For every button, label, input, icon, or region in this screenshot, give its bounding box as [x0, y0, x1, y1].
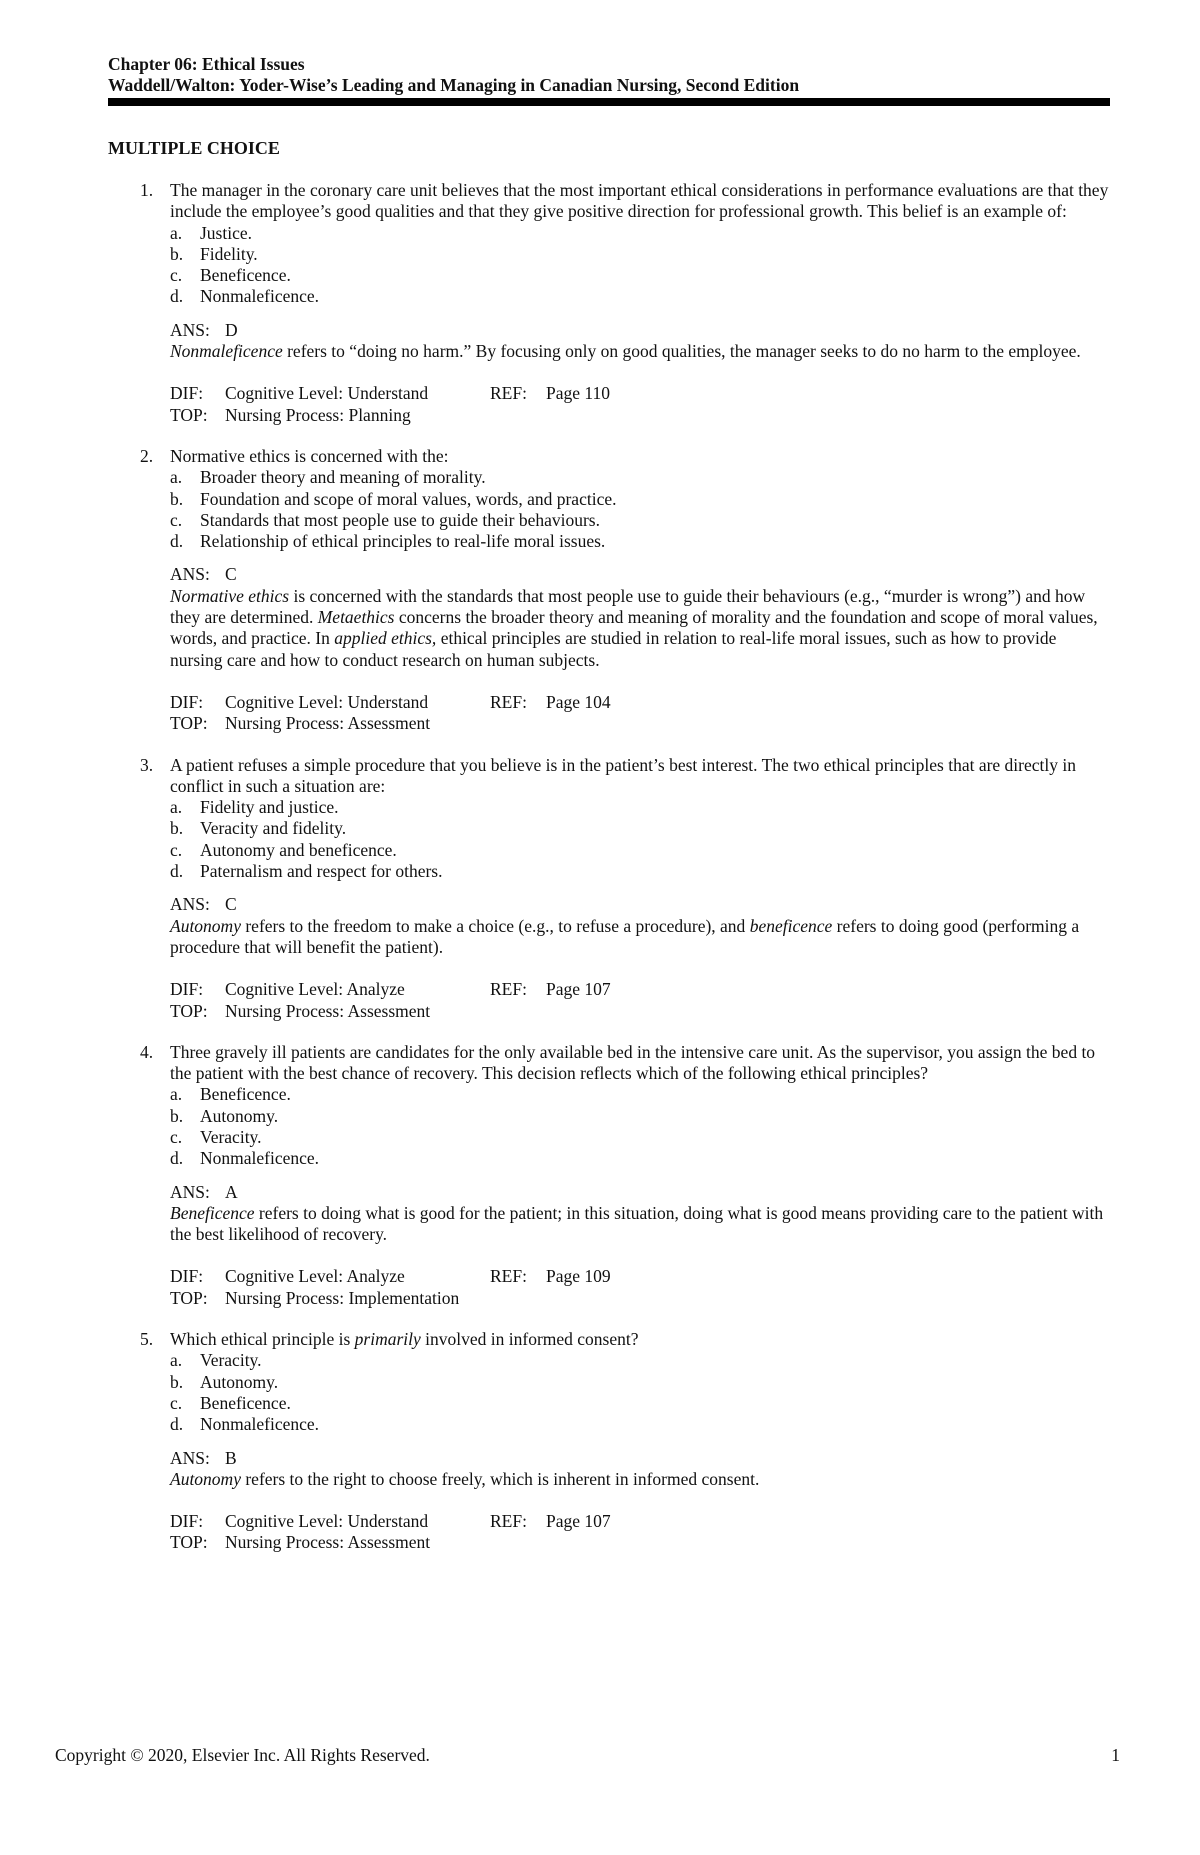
- question-number: 3.: [140, 754, 154, 775]
- difficulty-label: DIF:: [170, 1266, 204, 1287]
- answer-option: [170, 223, 1110, 244]
- reference-value: Page 110: [546, 383, 610, 404]
- answer-label: ANS:: [170, 894, 210, 915]
- option-text: Standards that most people use to guide their behaviours.: [200, 509, 600, 530]
- option-text: Beneficence.: [200, 1392, 291, 1413]
- answer-option: [170, 1372, 1110, 1393]
- answer-option: [170, 1084, 1110, 1105]
- answer-label: ANS:: [170, 564, 210, 585]
- question-number: 2.: [140, 445, 154, 466]
- chapter-title: Chapter 06: Ethical Issues: [108, 54, 305, 74]
- question-stem: The manager in the coronary care unit believes that the most important ethical considerations in performance evaluations are that they include the employee’s good qualities and that they give positive direction for professional growth. This belief is an example of:: [170, 180, 1109, 222]
- answer-label: ANS:: [170, 319, 210, 340]
- option-text: Relationship of ethical principles to real-life moral issues.: [200, 531, 606, 552]
- reference-value: Page 104: [546, 691, 611, 712]
- question-stem: Three gravely ill patients are candidates for the only available bed in the intensive care unit. As the supervisor, you assign the bed to the patient with the best chance of recovery. This decision reflects which of the following ethical principles?: [170, 1041, 1096, 1084]
- difficulty-value: Cognitive Level: Analyze: [225, 1266, 405, 1287]
- question-number: 1.: [140, 180, 154, 200]
- question-metadata: [170, 1511, 1110, 1554]
- answer-line: [170, 320, 1110, 341]
- answer-option: [170, 244, 1110, 265]
- answer-line: [170, 564, 1110, 585]
- document-header: [108, 54, 1110, 96]
- answer-option: [170, 861, 1110, 882]
- option-text: Paternalism and respect for others.: [200, 861, 443, 882]
- option-letter: d.: [170, 1148, 184, 1169]
- option-text: Broader theory and meaning of morality.: [200, 467, 486, 488]
- question-item: [108, 1042, 1110, 1309]
- metadata-row-dif: [170, 1511, 1110, 1532]
- question-metadata: [170, 1266, 1110, 1309]
- answer-option: [170, 1127, 1110, 1148]
- option-letter: c.: [170, 839, 183, 860]
- option-text: Fidelity.: [200, 243, 258, 264]
- option-letter: a.: [170, 797, 183, 818]
- metadata-row-dif: [170, 1266, 1110, 1287]
- answer-option: [170, 1393, 1110, 1414]
- page-footer: [55, 1745, 1120, 1766]
- question-item: [108, 446, 1110, 735]
- difficulty-label: DIF:: [170, 1511, 204, 1532]
- topic-value: Nursing Process: Assessment: [225, 1532, 431, 1553]
- answer-label: ANS:: [170, 1447, 210, 1468]
- option-letter: d.: [170, 531, 184, 552]
- option-text: Nonmaleficence.: [200, 1148, 320, 1169]
- header-rule: [108, 98, 1110, 106]
- option-letter: c.: [170, 1392, 183, 1413]
- topic-value: Nursing Process: Assessment: [225, 713, 431, 734]
- topic-label: TOP:: [170, 1287, 208, 1308]
- metadata-row-dif: [170, 979, 1110, 1000]
- answer-line: [170, 894, 1110, 915]
- option-letter: a.: [170, 467, 183, 488]
- question-stem: A patient refuses a simple procedure that you believe is in the patient’s best interest. The two ethical principles that are directly in conflict in such a situation are:: [170, 754, 1076, 796]
- rationale: Autonomy refers to the freedom to make a choice (e.g., to refuse a procedure), and beneficence refers to doing good (performing a procedure that will benefit the patient).: [170, 915, 1080, 957]
- question-metadata: [170, 979, 1110, 1022]
- answer-value: D: [225, 319, 238, 340]
- reference-label: REF:: [490, 383, 527, 404]
- option-letter: b.: [170, 488, 184, 509]
- option-text: Veracity.: [200, 1126, 262, 1147]
- rationale: Beneficence refers to doing what is good for the patient; in this situation, doing what is good means providing care to the patient with the best likelihood of recovery.: [170, 1202, 1104, 1245]
- option-text: Veracity and fidelity.: [200, 818, 347, 839]
- answer-option: [170, 286, 1110, 307]
- page-number: 1: [1111, 1745, 1120, 1765]
- reference-value: Page 109: [546, 1266, 611, 1287]
- rationale: Normative ethics is concerned with the standards that most people use to guide their behaviours (e.g., “murder is wrong”) and how they are determined. Metaethics concerns the broader theory and meaning of morality and the foundation and scope of moral values, words, and practice. In applied ethics, ethical principles are studied in relation to real-life moral issues, such as how to provide nursing care and how to conduct research on human subjects.: [170, 585, 1098, 670]
- answer-label: ANS:: [170, 1181, 210, 1202]
- option-letter: b.: [170, 1371, 184, 1392]
- reference-label: REF:: [490, 979, 527, 1000]
- option-letter: c.: [170, 1126, 183, 1147]
- rationale: Autonomy refers to the right to choose freely, which is inherent in informed consent.: [170, 1468, 760, 1489]
- option-letter: d.: [170, 286, 184, 307]
- reference-label: REF:: [490, 1511, 527, 1532]
- option-letter: d.: [170, 861, 184, 882]
- option-text: Nonmaleficence.: [200, 286, 320, 307]
- topic-label: TOP:: [170, 1532, 208, 1553]
- answer-option: [170, 1106, 1110, 1127]
- metadata-row-top: [170, 713, 1110, 734]
- answer-line: [170, 1448, 1110, 1469]
- question-stem: Normative ethics is concerned with the:: [170, 445, 449, 466]
- option-text: Autonomy.: [200, 1105, 279, 1126]
- option-text: Beneficence.: [200, 265, 291, 286]
- answer-option: [170, 510, 1110, 531]
- metadata-row-top: [170, 1001, 1110, 1022]
- question-stem: Which ethical principle is primarily involved in informed consent?: [170, 1329, 639, 1350]
- difficulty-value: Cognitive Level: Analyze: [225, 979, 405, 1000]
- metadata-row-top: [170, 1288, 1110, 1309]
- answer-option: [170, 797, 1110, 818]
- difficulty-label: DIF:: [170, 691, 204, 712]
- answer-option: [170, 1414, 1110, 1435]
- option-text: Autonomy.: [200, 1371, 279, 1392]
- answer-value: B: [225, 1447, 237, 1468]
- option-letter: a.: [170, 222, 183, 243]
- answer-option: [170, 1350, 1110, 1371]
- option-letter: a.: [170, 1350, 183, 1371]
- question-list: [108, 180, 1110, 1574]
- difficulty-label: DIF:: [170, 383, 204, 404]
- answer-option: [170, 467, 1110, 488]
- topic-label: TOP:: [170, 1000, 208, 1021]
- question-number: 4.: [140, 1041, 154, 1062]
- option-text: Beneficence.: [200, 1084, 291, 1105]
- metadata-row-dif: [170, 383, 1110, 404]
- answer-option: [170, 1148, 1110, 1169]
- topic-value: Nursing Process: Implementation: [225, 1287, 460, 1308]
- reference-label: REF:: [490, 691, 527, 712]
- answer-value: C: [225, 894, 237, 915]
- metadata-row-top: [170, 1532, 1110, 1553]
- reference-value: Page 107: [546, 979, 611, 1000]
- answer-option: [170, 818, 1110, 839]
- reference-value: Page 107: [546, 1511, 611, 1532]
- topic-value: Nursing Process: Planning: [225, 404, 411, 425]
- topic-label: TOP:: [170, 404, 208, 425]
- option-letter: b.: [170, 243, 184, 264]
- answer-option: [170, 531, 1110, 552]
- copyright-notice: Copyright © 2020, Elsevier Inc. All Rights Reserved.: [55, 1745, 430, 1765]
- option-text: Foundation and scope of moral values, words, and practice.: [200, 488, 617, 509]
- option-letter: d.: [170, 1414, 184, 1435]
- question-item: [108, 755, 1110, 1022]
- option-text: Autonomy and beneficence.: [200, 839, 397, 860]
- topic-value: Nursing Process: Assessment: [225, 1000, 431, 1021]
- reference-label: REF:: [490, 1266, 527, 1287]
- question-number: 5.: [140, 1329, 154, 1350]
- option-text: Justice.: [200, 222, 253, 243]
- option-letter: b.: [170, 1105, 184, 1126]
- difficulty-value: Cognitive Level: Understand: [225, 691, 429, 712]
- option-letter: c.: [170, 509, 183, 530]
- difficulty-value: Cognitive Level: Understand: [225, 1511, 429, 1532]
- question-metadata: [170, 383, 1110, 426]
- difficulty-label: DIF:: [170, 979, 204, 1000]
- answer-option: [170, 489, 1110, 510]
- option-letter: c.: [170, 265, 183, 286]
- topic-label: TOP:: [170, 713, 208, 734]
- answer-value: A: [225, 1181, 238, 1202]
- question-item: [108, 1329, 1110, 1554]
- answer-option: [170, 840, 1110, 861]
- question-item: [108, 180, 1110, 426]
- answer-option: [170, 265, 1110, 286]
- option-text: Nonmaleficence.: [200, 1414, 320, 1435]
- option-text: Veracity.: [200, 1350, 262, 1371]
- answer-line: [170, 1182, 1110, 1203]
- book-title: Waddell/Walton: Yoder-Wise’s Leading and Managing in Canadian Nursing, Second Edition: [108, 75, 800, 95]
- option-letter: a.: [170, 1084, 183, 1105]
- section-title: MULTIPLE CHOICE: [108, 138, 280, 158]
- option-text: Fidelity and justice.: [200, 797, 339, 818]
- difficulty-value: Cognitive Level: Understand: [225, 383, 429, 404]
- metadata-row-top: [170, 405, 1110, 426]
- question-metadata: [170, 692, 1110, 735]
- rationale: Nonmaleficence refers to “doing no harm.” By focusing only on good qualities, the manager seeks to do no harm to the employee.: [170, 341, 1081, 362]
- metadata-row-dif: [170, 692, 1110, 713]
- answer-value: C: [225, 564, 237, 585]
- option-letter: b.: [170, 818, 184, 839]
